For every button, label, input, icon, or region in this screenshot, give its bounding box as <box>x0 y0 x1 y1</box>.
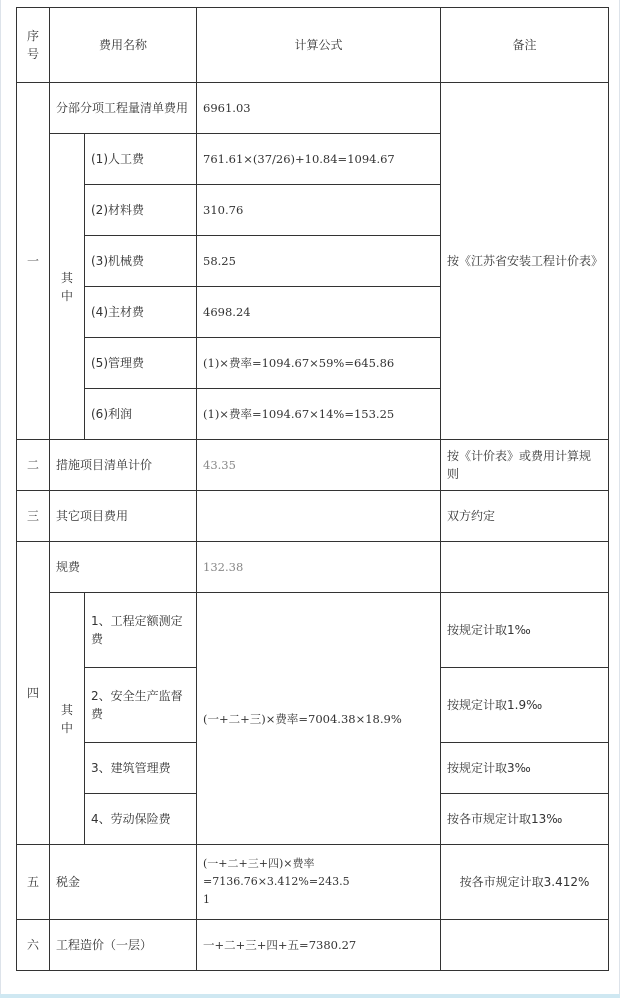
subtotal-value: 132.38 <box>197 542 441 593</box>
item-name-line2: 费 <box>91 707 104 721</box>
table-row <box>17 83 609 134</box>
item-formula: 310.76 <box>197 185 441 236</box>
header-seq-line2: 号 <box>26 47 39 61</box>
item-formula: (1)×费率=1094.67×14%=153.25 <box>197 389 441 440</box>
subtotal-value: 6961.03 <box>197 83 441 134</box>
group-label-line1: 其 <box>60 702 73 717</box>
group-label <box>50 134 85 440</box>
item-name: (5)管理费 <box>85 338 197 389</box>
table-row <box>17 593 609 668</box>
group-label <box>50 593 85 845</box>
item-formula: 43.35 <box>197 440 441 491</box>
seq-cell: 五 <box>17 845 50 920</box>
formula-line1: (一+二+三+四)×费率=7136.76×3.412%=243.5 <box>203 857 350 888</box>
item-formula: 761.61×(37/26)+10.84=1094.67 <box>197 134 441 185</box>
note-cell <box>441 542 609 593</box>
item-name: (6)利润 <box>85 389 197 440</box>
subtotal-label: 规费 <box>50 542 197 593</box>
item-name <box>85 593 197 668</box>
item-formula: 一+二+三+四+五=7380.27 <box>197 920 441 971</box>
table-row <box>17 491 609 542</box>
group-label-line2: 中 <box>60 288 73 303</box>
item-name: (3)机械费 <box>85 236 197 287</box>
item-name-line1: 1、工程定额测定 <box>91 614 183 628</box>
note-cell: 按规定计取1.9‰ <box>441 668 609 743</box>
cost-table <box>16 7 609 971</box>
item-formula: 4698.24 <box>197 287 441 338</box>
item-name: 措施项目清单计价 <box>50 440 197 491</box>
note-cell: 按规定计取1‰ <box>441 593 609 668</box>
header-name: 费用名称 <box>50 8 197 83</box>
item-name-line2: 费 <box>91 632 104 646</box>
header-note: 备注 <box>441 8 609 83</box>
note-cell: 按各市规定计取3.412% <box>441 845 609 920</box>
seq-cell: 四 <box>17 542 50 845</box>
note-cell: 按规定计取3‰ <box>441 743 609 794</box>
item-formula <box>197 845 441 920</box>
note-cell: 双方约定 <box>441 491 609 542</box>
header-formula: 计算公式 <box>197 8 441 83</box>
header-row <box>17 8 609 83</box>
subtotal-label: 分部分项工程量清单费用 <box>50 83 197 134</box>
table-row <box>17 845 609 920</box>
item-name: 3、建筑管理费 <box>85 743 197 794</box>
formula-line2: 1 <box>203 893 211 906</box>
bottom-scroll-strip <box>0 994 620 998</box>
item-name: 其它项目费用 <box>50 491 197 542</box>
table-row <box>17 920 609 971</box>
table-row <box>17 440 609 491</box>
seq-cell: 三 <box>17 491 50 542</box>
seq-cell: 一 <box>17 83 50 440</box>
group-label-line2: 中 <box>60 720 73 735</box>
item-formula <box>197 491 441 542</box>
header-seq <box>17 8 50 83</box>
seq-cell: 六 <box>17 920 50 971</box>
item-name: 工程造价（一层） <box>50 920 197 971</box>
item-formula: (一+二+三)×费率=7004.38×18.9% <box>197 593 441 845</box>
item-formula: 58.25 <box>197 236 441 287</box>
seq-cell: 二 <box>17 440 50 491</box>
item-formula: (1)×费率=1094.67×59%=645.86 <box>197 338 441 389</box>
item-name: 4、劳动保险费 <box>85 794 197 845</box>
item-name: (4)主材费 <box>85 287 197 338</box>
header-seq-line1: 序 <box>26 29 39 43</box>
item-name: (1)人工费 <box>85 134 197 185</box>
item-name <box>85 668 197 743</box>
item-name: 税金 <box>50 845 197 920</box>
note-cell: 按《江苏省安装工程计价表》 <box>441 83 609 440</box>
note-cell: 按各市规定计取13‰ <box>441 794 609 845</box>
item-name-line1: 2、安全生产监督 <box>91 689 183 703</box>
table-row <box>17 542 609 593</box>
note-cell <box>441 920 609 971</box>
note-cell: 按《计价表》或费用计算规则 <box>441 440 609 491</box>
group-label-line1: 其 <box>60 270 73 285</box>
item-name: (2)材料费 <box>85 185 197 236</box>
